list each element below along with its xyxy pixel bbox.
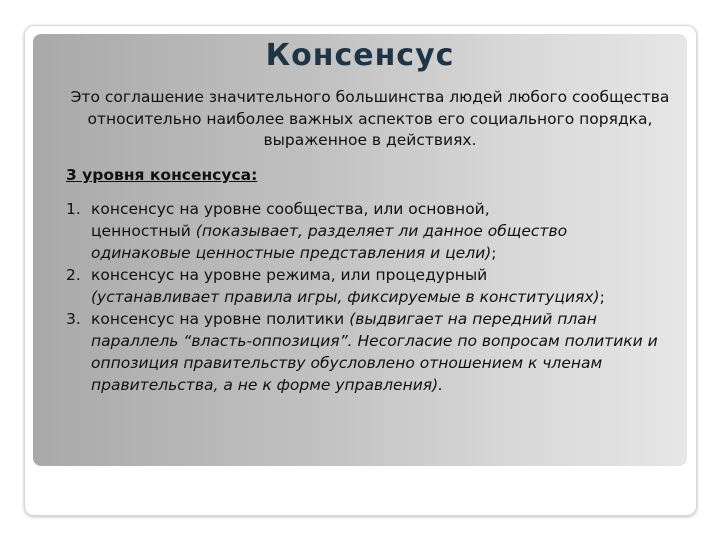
list-item-number: 1.: [66, 200, 81, 218]
list-item-name: консенсус на уровне сообщества, или основной,: [91, 200, 490, 218]
list-item-end: ;: [491, 244, 497, 262]
levels-list: [66, 198, 666, 396]
list-item-description: (выдвигает на передний план параллель “власть-оппозиция”. Несогласие по вопросам политики и оппозиция правительству обусловлено отношением к членам правительства, а не к форме управления).: [91, 310, 658, 394]
list-item-name-cont: ценностный: [91, 222, 191, 240]
list-item-name: консенсус на уровне политики: [91, 310, 345, 328]
list-item-name: консенсус на уровне режима, или процедурный: [91, 266, 488, 284]
levels-heading: 3 уровня консенсуса:: [66, 166, 258, 184]
definition-text: Это соглашение значительного большинства людей любого сообщества относительно наиболее важных аспектов его социального порядка, выраженное в действиях.: [70, 88, 670, 149]
list-item-description: (устанавливает правила игры, фиксируемые в конституциях): [91, 288, 600, 306]
slide-title: Консенсус: [265, 38, 455, 73]
list-item: [66, 264, 666, 308]
list-item-end: ;: [599, 288, 605, 306]
list-item-number: 3.: [66, 310, 81, 328]
list-item: [66, 308, 666, 396]
list-item-number: 2.: [66, 266, 81, 284]
list-item-description: (показывает, разделяет ли данное общество одинаковые ценностные представления и цели): [91, 222, 568, 262]
list-item: [66, 198, 666, 264]
